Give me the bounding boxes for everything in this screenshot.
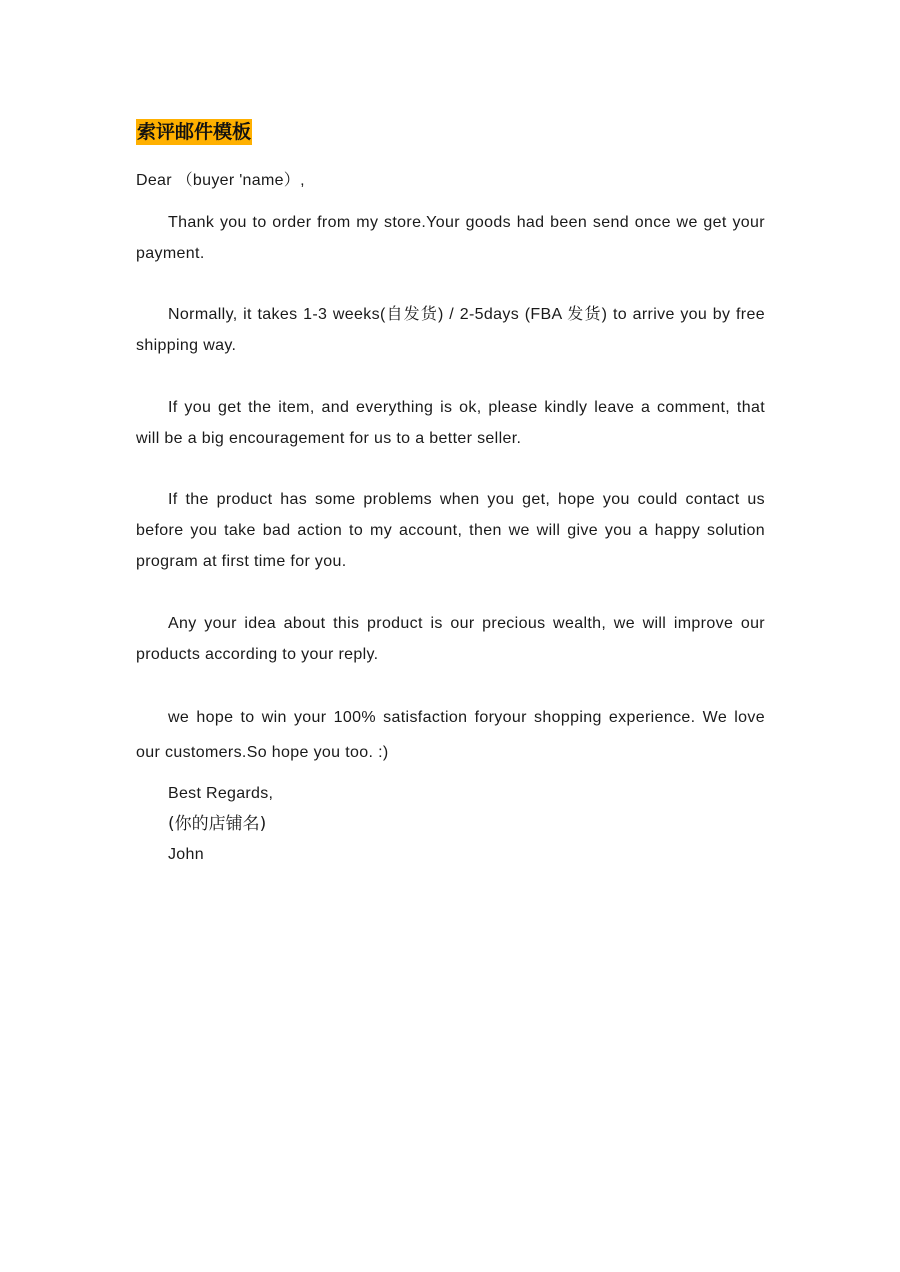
- paragraph-feedback: Any your idea about this product is our precious wealth, we will improve our products according to your reply.: [136, 615, 765, 663]
- document-title: 索评邮件模板: [137, 121, 252, 143]
- signer-name: John: [168, 846, 204, 863]
- paragraph-contact-us: If the product has some problems when you get, hope you could contact us before you take bad action to my account, then we will give you a happy solution program at first time for you.: [136, 491, 765, 570]
- document-page: [136, 0, 765, 1272]
- paragraph-shipping-time: Normally, it takes 1-3 weeks(自发货) / 2-5days (FBA 发货) to arrive you by free shipping way.: [136, 306, 765, 354]
- greeting-line: Dear （buyer 'name）,: [136, 172, 305, 189]
- store-name-line: (你的店铺名): [168, 814, 267, 834]
- paragraph-leave-comment: If you get the item, and everything is ok, please kindly leave a comment, that will be a big encouragement for us to a better seller.: [136, 399, 765, 447]
- signoff-line: Best Regards,: [168, 785, 274, 802]
- paragraph-thank-you: Thank you to order from my store.Your goods had been send once we get your payment.: [136, 214, 765, 262]
- paragraph-satisfaction: we hope to win your 100% satisfaction foryour shopping experience. We love our customers.So hope you too. :): [136, 709, 765, 761]
